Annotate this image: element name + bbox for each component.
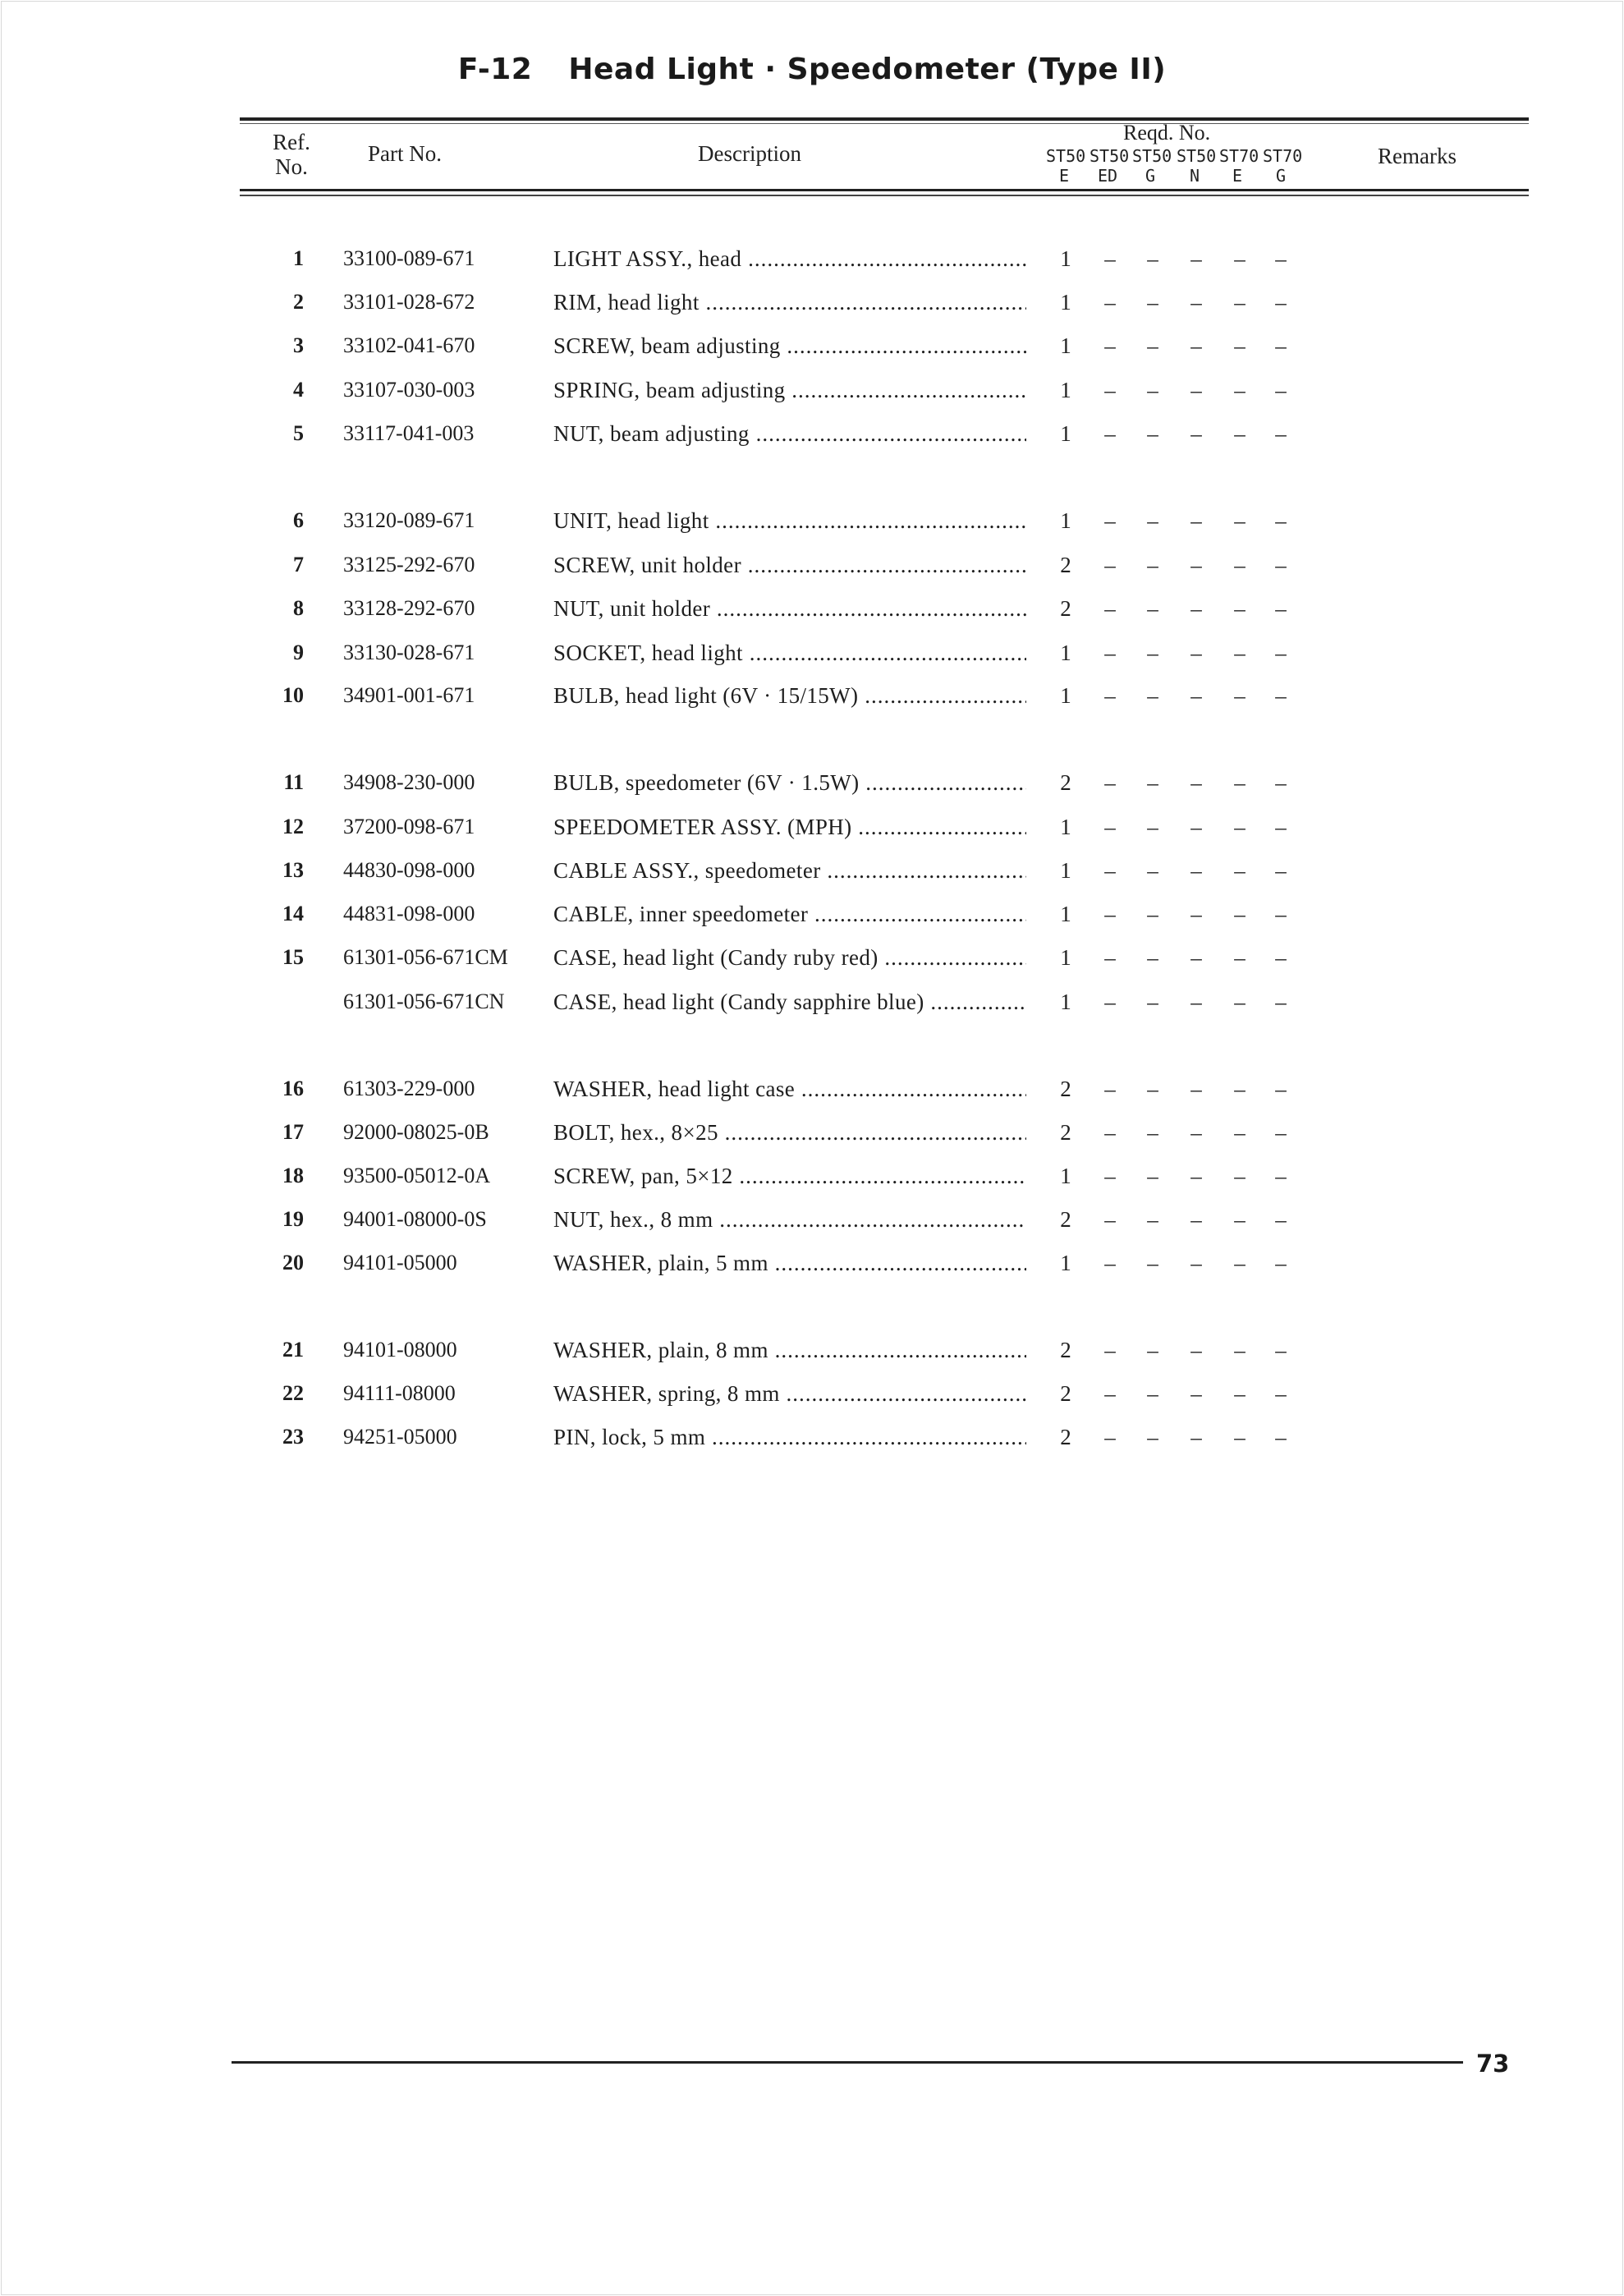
not-applicable-dash: –: [1147, 333, 1158, 358]
not-applicable-dash: –: [1147, 815, 1158, 839]
part-number: 94101-08000: [343, 1338, 457, 1362]
part-description: CASE, head light (Candy sapphire blue) .....: [553, 990, 1026, 1015]
not-applicable-dash: –: [1147, 1164, 1158, 1188]
header-rule-top: [240, 117, 1529, 121]
table-row: [0, 902, 1624, 934]
not-applicable-dash: –: [1190, 683, 1202, 708]
not-applicable-dash: –: [1234, 378, 1246, 402]
ref-number: 17: [282, 1120, 304, 1144]
header-rule-bottom-thin: [240, 195, 1529, 196]
page-title: [0, 53, 1624, 86]
table-row: [0, 1251, 1624, 1283]
part-description: BOLT, hex., 8×25 .....: [553, 1120, 1026, 1146]
not-applicable-dash: –: [1190, 378, 1202, 402]
not-applicable-dash: –: [1190, 508, 1202, 533]
ref-number: 19: [282, 1207, 304, 1231]
section-title: Head Light · Speedometer (Type II): [568, 53, 1167, 86]
ref-number: 13: [282, 858, 304, 882]
not-applicable-dash: –: [1104, 990, 1116, 1014]
ref-number: 20: [282, 1251, 304, 1274]
part-number: 61301-056-671CM: [343, 945, 508, 969]
not-applicable-dash: –: [1190, 1251, 1202, 1275]
model-variant: G: [1275, 166, 1287, 186]
not-applicable-dash: –: [1275, 641, 1287, 665]
not-applicable-dash: –: [1147, 1338, 1158, 1362]
not-applicable-dash: –: [1275, 1381, 1287, 1406]
quantity: 1: [1060, 1251, 1071, 1275]
not-applicable-dash: –: [1190, 1207, 1202, 1232]
model-column-header: [1132, 146, 1172, 186]
model-column-header: [1046, 146, 1086, 186]
table-row: [0, 1120, 1624, 1153]
not-applicable-dash: –: [1234, 421, 1246, 446]
not-applicable-dash: –: [1234, 1381, 1246, 1406]
ref-number: 22: [282, 1381, 304, 1405]
not-applicable-dash: –: [1147, 1425, 1158, 1449]
model-name: ST50: [1132, 146, 1172, 166]
ref-header-line1: Ref.: [273, 130, 310, 154]
model-variant: E: [1232, 166, 1243, 186]
not-applicable-dash: –: [1190, 1425, 1202, 1449]
part-number: 33100-089-671: [343, 246, 475, 270]
not-applicable-dash: –: [1190, 990, 1202, 1014]
not-applicable-dash: –: [1147, 770, 1158, 795]
part-description: WASHER, plain, 5 mm .....: [553, 1251, 1026, 1276]
table-row: [0, 421, 1624, 454]
not-applicable-dash: –: [1190, 553, 1202, 577]
table-row: [0, 508, 1624, 541]
not-applicable-dash: –: [1275, 770, 1287, 795]
part-number: 94111-08000: [343, 1381, 456, 1405]
not-applicable-dash: –: [1104, 378, 1116, 402]
part-description: RIM, head light .....: [553, 290, 1026, 315]
not-applicable-dash: –: [1234, 990, 1246, 1014]
not-applicable-dash: –: [1234, 945, 1246, 970]
not-applicable-dash: –: [1275, 945, 1287, 970]
part-number: 33101-028-672: [343, 290, 475, 314]
not-applicable-dash: –: [1147, 858, 1158, 883]
not-applicable-dash: –: [1190, 246, 1202, 271]
not-applicable-dash: –: [1104, 1077, 1116, 1101]
not-applicable-dash: –: [1275, 1251, 1287, 1275]
not-applicable-dash: –: [1275, 1207, 1287, 1232]
not-applicable-dash: –: [1190, 1077, 1202, 1101]
not-applicable-dash: –: [1190, 945, 1202, 970]
not-applicable-dash: –: [1190, 815, 1202, 839]
not-applicable-dash: –: [1147, 945, 1158, 970]
not-applicable-dash: –: [1104, 815, 1116, 839]
not-applicable-dash: –: [1190, 858, 1202, 883]
not-applicable-dash: –: [1275, 683, 1287, 708]
part-number: 33102-041-670: [343, 333, 475, 357]
ref-number: 3: [293, 333, 304, 357]
ref-number: 5: [293, 421, 304, 445]
part-description: CASE, head light (Candy ruby red) .....: [553, 945, 1026, 971]
quantity: 1: [1060, 683, 1071, 708]
part-description: NUT, beam adjusting .....: [553, 421, 1026, 447]
part-description: NUT, unit holder .....: [553, 596, 1026, 622]
quantity: 2: [1060, 1425, 1071, 1449]
part-description: SPRING, beam adjusting .....: [553, 378, 1026, 403]
not-applicable-dash: –: [1234, 641, 1246, 665]
part-number: 61301-056-671CN: [343, 990, 505, 1013]
not-applicable-dash: –: [1104, 246, 1116, 271]
not-applicable-dash: –: [1275, 1120, 1287, 1145]
table-row: [0, 1077, 1624, 1109]
part-description: PIN, lock, 5 mm .....: [553, 1425, 1026, 1450]
quantity: 1: [1060, 641, 1071, 665]
quantity: 1: [1060, 815, 1071, 839]
column-header-ref: [271, 130, 312, 179]
not-applicable-dash: –: [1190, 290, 1202, 315]
not-applicable-dash: –: [1104, 902, 1116, 926]
model-column-header: [1090, 146, 1130, 186]
part-description: SCREW, unit holder .....: [553, 553, 1026, 578]
model-name: ST70: [1263, 146, 1303, 166]
not-applicable-dash: –: [1147, 1207, 1158, 1232]
not-applicable-dash: –: [1234, 858, 1246, 883]
not-applicable-dash: –: [1275, 290, 1287, 315]
part-description: WASHER, plain, 8 mm .....: [553, 1338, 1026, 1363]
not-applicable-dash: –: [1147, 683, 1158, 708]
not-applicable-dash: –: [1104, 508, 1116, 533]
not-applicable-dash: –: [1234, 1338, 1246, 1362]
not-applicable-dash: –: [1190, 421, 1202, 446]
not-applicable-dash: –: [1190, 333, 1202, 358]
not-applicable-dash: –: [1104, 553, 1116, 577]
not-applicable-dash: –: [1275, 1164, 1287, 1188]
not-applicable-dash: –: [1104, 1164, 1116, 1188]
table-row: [0, 1425, 1624, 1458]
not-applicable-dash: –: [1234, 1425, 1246, 1449]
not-applicable-dash: –: [1104, 421, 1116, 446]
not-applicable-dash: –: [1104, 1338, 1116, 1362]
not-applicable-dash: –: [1147, 990, 1158, 1014]
part-number: 94001-08000-0S: [343, 1207, 487, 1231]
part-number: 92000-08025-0B: [343, 1120, 489, 1144]
ref-number: 16: [282, 1077, 304, 1100]
part-description: BULB, head light (6V · 15/15W) .....: [553, 683, 1026, 709]
not-applicable-dash: –: [1147, 1381, 1158, 1406]
not-applicable-dash: –: [1104, 596, 1116, 621]
not-applicable-dash: –: [1234, 1120, 1246, 1145]
part-description: SCREW, pan, 5×12 .....: [553, 1164, 1026, 1189]
not-applicable-dash: –: [1275, 378, 1287, 402]
ref-number: 23: [282, 1425, 304, 1449]
not-applicable-dash: –: [1275, 246, 1287, 271]
table-row: [0, 246, 1624, 279]
quantity: 1: [1060, 246, 1071, 271]
not-applicable-dash: –: [1234, 508, 1246, 533]
ref-number: 14: [282, 902, 304, 925]
ref-header-line2: No.: [275, 154, 308, 179]
ref-number: 21: [282, 1338, 304, 1362]
part-number: 37200-098-671: [343, 815, 475, 838]
quantity: 2: [1060, 1207, 1071, 1232]
not-applicable-dash: –: [1190, 596, 1202, 621]
not-applicable-dash: –: [1104, 1425, 1116, 1449]
part-number: 44830-098-000: [343, 858, 475, 882]
not-applicable-dash: –: [1275, 508, 1287, 533]
table-row: [0, 333, 1624, 366]
part-number: 94251-05000: [343, 1425, 457, 1449]
table-row: [0, 1381, 1624, 1414]
quantity: 2: [1060, 770, 1071, 795]
column-header-part-no: Part No.: [368, 141, 442, 166]
model-column-header: [1177, 146, 1217, 186]
not-applicable-dash: –: [1104, 1381, 1116, 1406]
ref-number: 4: [293, 378, 304, 402]
not-applicable-dash: –: [1190, 1120, 1202, 1145]
part-description: CABLE ASSY., speedometer .....: [553, 858, 1026, 884]
not-applicable-dash: –: [1234, 553, 1246, 577]
quantity: 1: [1060, 990, 1071, 1014]
not-applicable-dash: –: [1275, 553, 1287, 577]
part-number: 33125-292-670: [343, 553, 475, 576]
quantity: 2: [1060, 1077, 1071, 1101]
not-applicable-dash: –: [1104, 1251, 1116, 1275]
not-applicable-dash: –: [1147, 290, 1158, 315]
column-header-reqd-no: Reqd. No.: [1123, 121, 1211, 145]
part-number: 34901-001-671: [343, 683, 475, 707]
quantity: 1: [1060, 508, 1071, 533]
ref-number: 18: [282, 1164, 304, 1187]
model-name: ST50: [1046, 146, 1086, 166]
part-description: WASHER, head light case .....: [553, 1077, 1026, 1102]
not-applicable-dash: –: [1190, 641, 1202, 665]
quantity: 1: [1060, 945, 1071, 970]
quantity: 1: [1060, 290, 1071, 315]
column-header-description: Description: [698, 141, 801, 166]
part-number: 93500-05012-0A: [343, 1164, 491, 1187]
part-description: LIGHT ASSY., head .....: [553, 246, 1026, 272]
part-number: 61303-229-000: [343, 1077, 475, 1100]
header-rule-top-thin: [240, 123, 1529, 124]
table-row: [0, 553, 1624, 585]
model-column-header: [1219, 146, 1259, 186]
model-name: ST50: [1177, 146, 1217, 166]
table-row: [0, 596, 1624, 629]
part-number: 33130-028-671: [343, 641, 475, 664]
not-applicable-dash: –: [1104, 858, 1116, 883]
not-applicable-dash: –: [1147, 378, 1158, 402]
not-applicable-dash: –: [1147, 641, 1158, 665]
table-row: [0, 770, 1624, 803]
not-applicable-dash: –: [1275, 858, 1287, 883]
not-applicable-dash: –: [1275, 1338, 1287, 1362]
model-column-header: [1263, 146, 1303, 186]
model-variant: N: [1189, 166, 1200, 186]
ref-number: 9: [293, 641, 304, 664]
table-row: [0, 641, 1624, 673]
part-number: 33117-041-003: [343, 421, 475, 445]
not-applicable-dash: –: [1147, 1251, 1158, 1275]
model-variant: G: [1145, 166, 1156, 186]
part-description: UNIT, head light .....: [553, 508, 1026, 534]
table-row: [0, 858, 1624, 891]
part-description: WASHER, spring, 8 mm .....: [553, 1381, 1026, 1407]
not-applicable-dash: –: [1104, 1120, 1116, 1145]
quantity: 2: [1060, 596, 1071, 621]
part-description: BULB, speedometer (6V · 1.5W) .....: [553, 770, 1026, 796]
ref-number: 12: [282, 815, 304, 838]
part-number: 33107-030-003: [343, 378, 475, 402]
not-applicable-dash: –: [1147, 596, 1158, 621]
not-applicable-dash: –: [1104, 770, 1116, 795]
ref-number: 15: [282, 945, 304, 969]
table-row: [0, 1164, 1624, 1196]
not-applicable-dash: –: [1147, 902, 1158, 926]
quantity: 1: [1060, 858, 1071, 883]
not-applicable-dash: –: [1147, 1120, 1158, 1145]
ref-number: 8: [293, 596, 304, 620]
quantity: 1: [1060, 378, 1071, 402]
not-applicable-dash: –: [1275, 815, 1287, 839]
not-applicable-dash: –: [1234, 770, 1246, 795]
table-row: [0, 683, 1624, 716]
not-applicable-dash: –: [1275, 596, 1287, 621]
model-variant: E: [1058, 166, 1070, 186]
part-number: 34908-230-000: [343, 770, 475, 794]
not-applicable-dash: –: [1147, 1077, 1158, 1101]
ref-number: 1: [293, 246, 304, 270]
part-number: 94101-05000: [343, 1251, 457, 1274]
not-applicable-dash: –: [1234, 1251, 1246, 1275]
table-row: [0, 1338, 1624, 1371]
not-applicable-dash: –: [1234, 815, 1246, 839]
footer-rule: [232, 2061, 1463, 2064]
quantity: 1: [1060, 1164, 1071, 1188]
part-number: 33120-089-671: [343, 508, 475, 532]
table-row: [0, 990, 1624, 1022]
not-applicable-dash: –: [1275, 333, 1287, 358]
not-applicable-dash: –: [1104, 1207, 1116, 1232]
part-number: 44831-098-000: [343, 902, 475, 925]
ref-number: 7: [293, 553, 304, 576]
not-applicable-dash: –: [1275, 1077, 1287, 1101]
table-row: [0, 815, 1624, 847]
part-description: NUT, hex., 8 mm .....: [553, 1207, 1026, 1233]
quantity: 1: [1060, 421, 1071, 446]
not-applicable-dash: –: [1275, 990, 1287, 1014]
model-name: ST50: [1090, 146, 1130, 166]
quantity: 1: [1060, 333, 1071, 358]
not-applicable-dash: –: [1190, 1164, 1202, 1188]
not-applicable-dash: –: [1234, 683, 1246, 708]
not-applicable-dash: –: [1275, 902, 1287, 926]
not-applicable-dash: –: [1234, 333, 1246, 358]
part-number: 33128-292-670: [343, 596, 475, 620]
not-applicable-dash: –: [1104, 683, 1116, 708]
column-header-remarks: Remarks: [1378, 144, 1457, 168]
model-variant: ED: [1097, 166, 1118, 186]
ref-number: 2: [293, 290, 304, 314]
not-applicable-dash: –: [1234, 290, 1246, 315]
model-name: ST70: [1219, 146, 1259, 166]
header-rule-bottom: [240, 189, 1529, 191]
not-applicable-dash: –: [1234, 1077, 1246, 1101]
not-applicable-dash: –: [1234, 596, 1246, 621]
quantity: 2: [1060, 553, 1071, 577]
page-number: 73: [1476, 2050, 1510, 2078]
not-applicable-dash: –: [1104, 945, 1116, 970]
table-row: [0, 1207, 1624, 1240]
not-applicable-dash: –: [1190, 1338, 1202, 1362]
part-description: SPEEDOMETER ASSY. (MPH) .....: [553, 815, 1026, 840]
part-description: SOCKET, head light .....: [553, 641, 1026, 666]
quantity: 2: [1060, 1338, 1071, 1362]
not-applicable-dash: –: [1104, 333, 1116, 358]
not-applicable-dash: –: [1147, 421, 1158, 446]
not-applicable-dash: –: [1147, 553, 1158, 577]
part-description: CABLE, inner speedometer .....: [553, 902, 1026, 927]
not-applicable-dash: –: [1104, 641, 1116, 665]
section-code: F-12: [457, 53, 533, 86]
not-applicable-dash: –: [1234, 246, 1246, 271]
not-applicable-dash: –: [1190, 902, 1202, 926]
not-applicable-dash: –: [1147, 508, 1158, 533]
not-applicable-dash: –: [1234, 902, 1246, 926]
not-applicable-dash: –: [1234, 1207, 1246, 1232]
not-applicable-dash: –: [1104, 290, 1116, 315]
not-applicable-dash: –: [1190, 770, 1202, 795]
not-applicable-dash: –: [1190, 1381, 1202, 1406]
ref-number: 6: [293, 508, 304, 532]
table-row: [0, 945, 1624, 978]
not-applicable-dash: –: [1147, 246, 1158, 271]
not-applicable-dash: –: [1275, 1425, 1287, 1449]
ref-number: 11: [283, 770, 304, 794]
table-row: [0, 378, 1624, 411]
quantity: 2: [1060, 1120, 1071, 1145]
quantity: 1: [1060, 902, 1071, 926]
table-row: [0, 290, 1624, 323]
quantity: 2: [1060, 1381, 1071, 1406]
ref-number: 10: [282, 683, 304, 707]
not-applicable-dash: –: [1275, 421, 1287, 446]
not-applicable-dash: –: [1234, 1164, 1246, 1188]
part-description: SCREW, beam adjusting .....: [553, 333, 1026, 359]
